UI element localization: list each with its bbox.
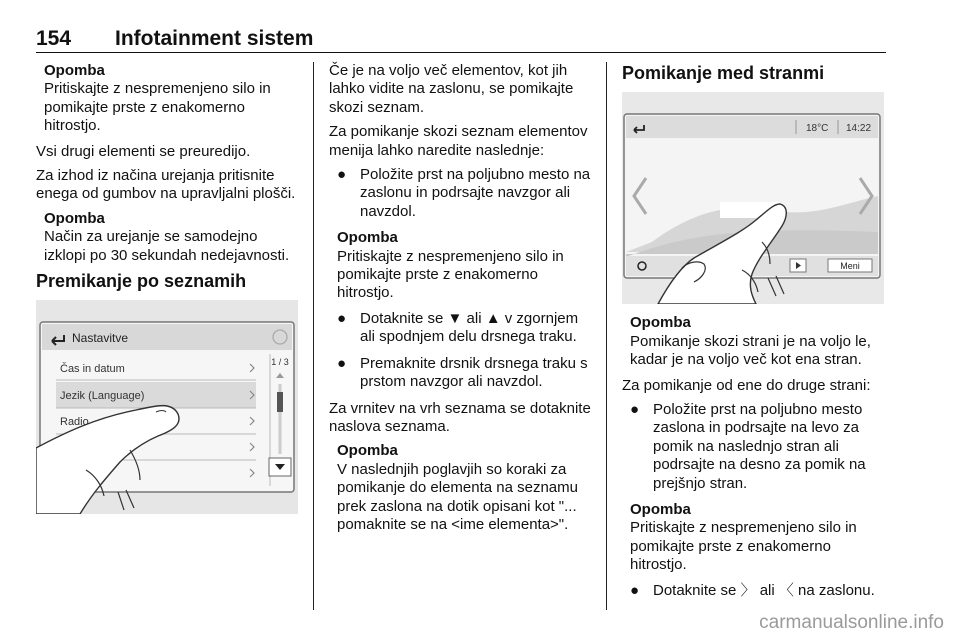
note-title: Opomba (44, 209, 105, 227)
temperature-display: 18°C (806, 123, 829, 135)
note-text: V naslednjih poglavjih so koraki za pomikanje do elementa na seznamu prek zaslona na dotik opisani kot "... pomaknite se na <ime elementa>". (337, 460, 578, 533)
bullet-text: Dotaknite se ▼ ali ▲ v zgornjem ali spodnjem delu drsnega traku. (360, 309, 579, 346)
column-divider (313, 62, 314, 610)
column-1 (36, 62, 298, 514)
paragraph: Za izhod iz načina urejanja pritisnite enega od gumbov na upravljalni plošči. (36, 167, 296, 203)
paragraph: Za pomikanje od ene do druge strani: (622, 376, 871, 394)
bullet-marker: ● (337, 354, 347, 372)
bullet-text: Položite prst na poljubno mesto na zaslonu in podrsajte navzgor ali navzdol. (360, 166, 591, 220)
page-swipe-figure (622, 92, 884, 304)
bullet-item (630, 401, 890, 493)
bullet-marker: ● (337, 309, 347, 327)
scrollbar-slider (277, 392, 283, 412)
bullet-item (630, 582, 890, 600)
note-box (44, 62, 298, 136)
bullet-text: Dotaknite se 〉 ali 〈 na zaslonu. (653, 581, 875, 599)
note-box (337, 442, 591, 534)
screen-header-title: Nastavitve (72, 331, 129, 346)
note-text: Način za urejanje se samodejno izklopi po 30 sekundah nedejavnosti. (44, 228, 290, 264)
page-header (36, 22, 886, 53)
page-title: Infotainment sistem (115, 27, 314, 50)
column-divider (606, 62, 607, 610)
section-title: Premikanje po seznamih (36, 271, 247, 292)
note-box (337, 229, 591, 303)
section-title: Pomikanje med stranmi (622, 63, 825, 83)
list-item-label: Radio (60, 416, 89, 429)
list-item-label: Jezik (Language) (60, 390, 145, 403)
page-number: 154 (36, 27, 72, 50)
list-scroll-figure (36, 300, 298, 514)
watermark-text: carmanualsonline.info (759, 612, 944, 633)
column-3 (622, 62, 890, 608)
bullet-item (337, 355, 591, 392)
note-text: Pritiskajte z nespremenjeno silo in pomikajte prste z enakomerno hitrostjo. (44, 80, 271, 135)
bullet-text: Premaknite drsnik drsnega traku s prstom navzgor ali navzdol. (360, 354, 588, 391)
note-text: Pritiskajte z nespremenjeno silo in pomikajte prste z enakomerno hitrostjo. (630, 519, 857, 574)
page-swipe-illustration (622, 92, 884, 304)
column-2 (329, 62, 591, 541)
page-indicator: 1 / 3 (271, 357, 289, 368)
bullet-item (337, 310, 591, 347)
list-scroll-illustration (36, 300, 298, 514)
note-title: Opomba (337, 229, 398, 247)
note-title: Opomba (630, 501, 691, 519)
paragraph: Če je na voljo več elementov, kot jih lahko vidite na zaslonu, se pomikajte skozi seznam. (329, 62, 574, 116)
bullet-text: Položite prst na poljubno mesto zaslona in podrsajte na levo za pomik na naslednjo stran ali podrsajte na desno za pomik na prejšnjo stran. (653, 401, 866, 492)
paragraph: Za pomikanje skozi seznam elementov menija lahko naredite naslednje: (329, 123, 588, 159)
bullet-marker: ● (630, 581, 640, 599)
note-box (44, 210, 298, 265)
note-title: Opomba (44, 62, 105, 79)
list-item-label: Čas in datum (60, 363, 125, 376)
clock-display: 14:22 (846, 123, 872, 135)
note-text: Pomikanje skozi strani je na voljo le, kadar je na voljo več kot ena stran. (630, 332, 871, 369)
paragraph: Vsi drugi elementi se preuredijo. (36, 142, 251, 160)
bullet-item (337, 166, 591, 221)
menu-label: Meni (840, 261, 860, 272)
note-box (630, 501, 890, 575)
paragraph: Za vrnitev na vrh seznama se dotaknite naslova seznama. (329, 399, 591, 435)
bullet-marker: ● (337, 166, 347, 184)
note-box (630, 314, 890, 369)
bullet-marker: ● (630, 401, 640, 419)
note-title: Opomba (630, 314, 691, 332)
note-title: Opomba (337, 442, 398, 460)
note-text: Pritiskajte z nespremenjeno silo in pomikajte prste z enakomerno hitrostjo. (337, 247, 564, 302)
